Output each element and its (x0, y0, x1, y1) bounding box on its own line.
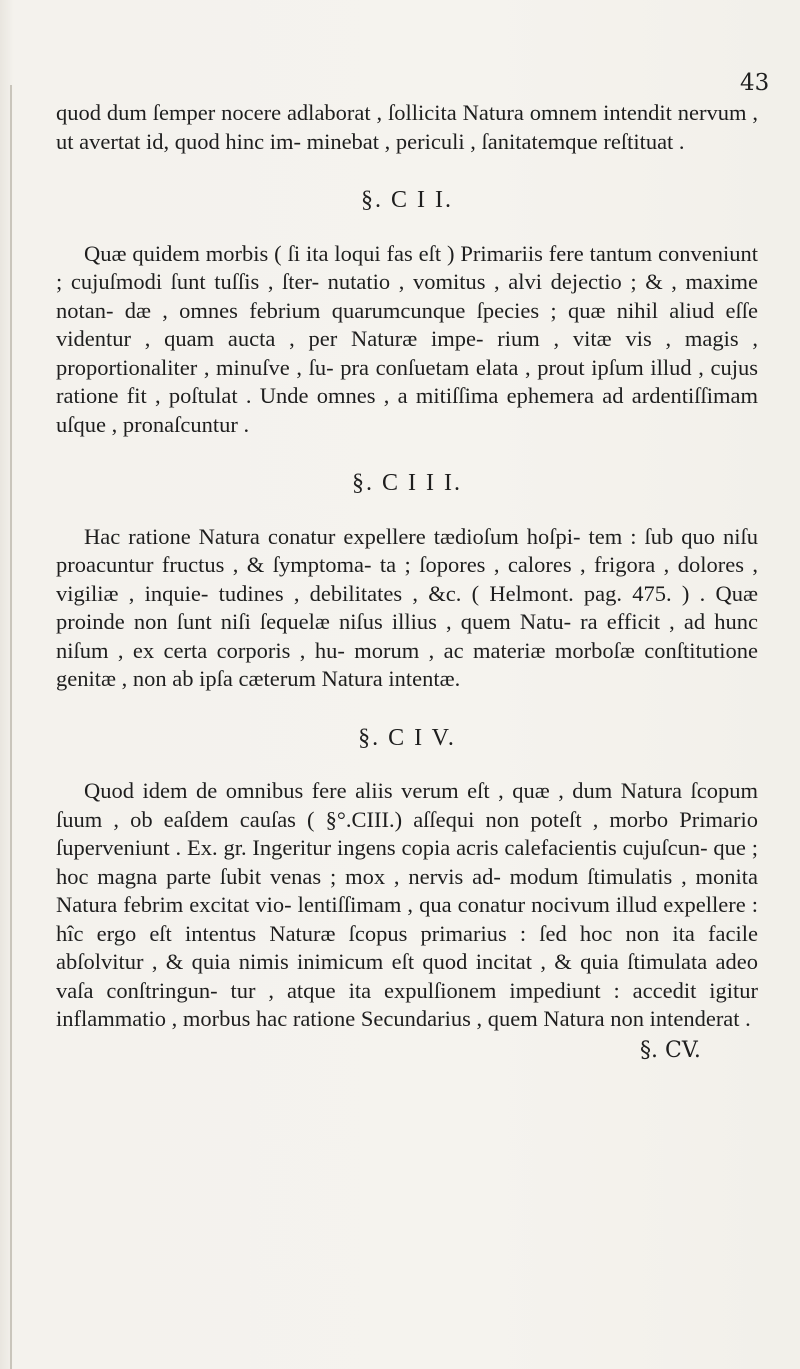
page-edge-shadow (10, 85, 12, 1369)
catchword: §. CV. (640, 1038, 701, 1063)
section-heading-102: §. C I I. (361, 187, 453, 213)
paragraph-continuation: quod dum ſemper nocere adlaborat , ſollicita Natura omnem intendit nervum , ut avertat id, quod hinc im- minebat , periculi , ſanitatemque reſtituat . (56, 100, 758, 154)
section-heading-104: §. C I V. (358, 724, 456, 751)
section-104-text: Quod idem de omnibus fere aliis verum eſt , quæ , dum Natura ſcopum ſuum , ob eaſdem cauſas ( §°.CIII.) aſſequi non poteſt , morbo Primario ſuperveniunt . Ex. gr. Ingeritur ingens copia acris calefacientis cujuſcun- que ; hoc magna parte ſubit venas ; mox , nervis ad- modum ſtimulatis , monita Natura febrim excitat vio- lentiſſimam , qua conatur nocivum illud expellere : hîc ergo eſt intentus Naturæ ſcopus primarius : ſed hoc non ita facile abſolvitur , & quia nimis inimicum eſt quod incitat , & quia ſtimulata adeo vaſa conſtringun- tur , atque ita expulſionem impediunt : accedit igitur inflammatio , morbus hac ratione Secundarius , quem Natura non intenderat . (56, 778, 758, 1031)
section-103-text: Hac ratione Natura conatur expellere tædioſum hoſpi- tem : ſub quo niſu proacuntur fructus , & ſymptoma- ta ; ſopores , calores , frigora , dolores , vigiliæ , inquie- tudines , debilitates , &c. ( Helmont. pag. 475. ) . Quæ proinde non ſunt niſi ſequelæ niſus illius , quem Natu- ra efficit , ad hunc niſum , ex certa corporis , hu- morum , ac materiæ morboſæ conſtitutione genitæ , non ab ipſa cæterum Natura intentæ. (56, 523, 758, 691)
section-102-text: Quæ quidem morbis ( ſi ita loqui fas eſt ) Primariis fere tantum conveniunt ; cujuſmodi ſunt tuſſis , ſter- nutatio , vomitus , alvi dejectio ; & , maxime notan- dæ , omnes febrium quarumcunque ſpecies ; quæ nihil aliud eſſe videntur , quam aucta , per Naturæ impe- rium , vitæ vis , magis , proportionaliter , minuſve , ſu- pra conſuetam elata , prout ipſum illud , cujus ratione fit , poſtulat . Unde omnes , a mitiſſima ephemera ad ardentiſſimam uſque , pronaſcuntur . (56, 240, 758, 437)
text-body (56, 99, 758, 1034)
section-heading-103: §. C I I I. (352, 470, 462, 496)
page-number: 43 (740, 70, 770, 96)
